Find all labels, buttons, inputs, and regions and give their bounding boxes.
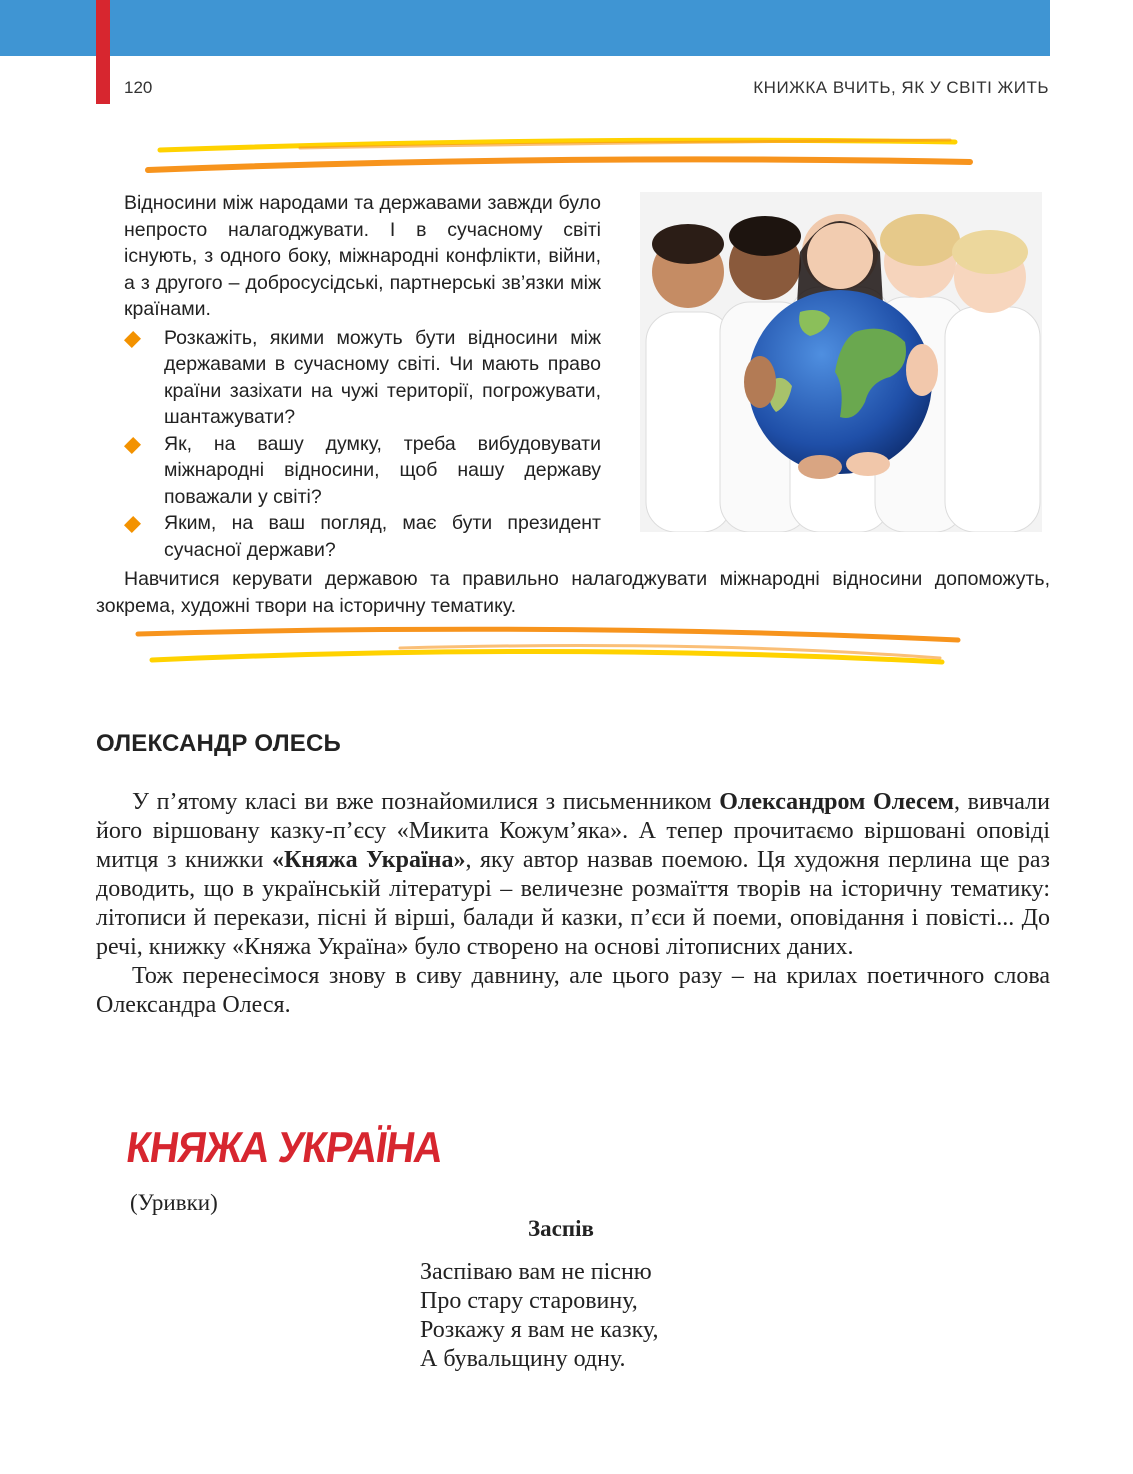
chapter-marker bbox=[96, 0, 110, 104]
poem-line: Про стару старовину, bbox=[420, 1288, 638, 1314]
author-body bbox=[96, 788, 1050, 1020]
question-list bbox=[124, 325, 601, 564]
book-title: «Княжа Україна» bbox=[271, 847, 466, 873]
intro-conclusion: Навчитися керувати державою та правильно налагоджувати міжнародні відносини допоможуть, зокрема, художні твори на історичну тематику. bbox=[96, 568, 1050, 617]
poem-title: КНЯЖА УКРАЇНА bbox=[123, 1124, 446, 1172]
poem-line: Розкажу я вам не казку, bbox=[420, 1317, 659, 1343]
text-run: , яку автор назвав поемою. Ця художня перлина ще раз доводить, що в українській літературі – величезне розмаїття творів на історичну тематику: літописи й перекази, пісні й вірші, балади й казки, п’єси й поеми, оповідання і повісті... До речі, книжку «Княжа Україна» було створено на основі літописних даних. bbox=[96, 847, 1050, 960]
list-item bbox=[124, 431, 601, 511]
question-text: Розкажіть, якими можуть бути відносини між державами в сучасному світі. Чи мають право країни зазіхати на чужі території, погрожувати, шантажувати? bbox=[164, 326, 601, 428]
header-band bbox=[0, 0, 1050, 56]
running-head: КНИЖКА ВЧИТЬ, ЯК У СВІТІ ЖИТЬ bbox=[753, 78, 1049, 97]
diamond-bullet-icon bbox=[124, 330, 141, 347]
intro-paragraph: Відносини між народами та державами завжди було непросто налагоджувати. І в сучасному світі існують, з одного боку, міжнародні конфлікти, війни, а з другого – добросусідські, партнерські зв’язки між країнами. bbox=[124, 192, 601, 320]
author-paragraph: Тож перенесімося знову в сиву давнину, але цього разу – на крилах поетичного слова Олександра Олеся. bbox=[96, 963, 1050, 1018]
excerpts-note: (Уривки) bbox=[130, 1190, 218, 1215]
poem-line: А бувальщину одну. bbox=[420, 1346, 626, 1372]
decorative-swoosh-top bbox=[0, 128, 1133, 188]
section-heading: ОЛЕКСАНДР ОЛЕСЬ bbox=[96, 730, 341, 757]
intro-block bbox=[124, 190, 601, 563]
decorative-swoosh-bottom bbox=[0, 618, 1133, 678]
author-paragraph bbox=[96, 788, 1050, 962]
diamond-bullet-icon bbox=[124, 436, 141, 453]
question-text: Як, на вашу думку, треба вибудовувати міжнародні відносини, щоб нашу державу поважали у світі? bbox=[164, 432, 601, 508]
question-text: Яким, на ваш погляд, має бути президент сучасної держави? bbox=[164, 512, 601, 561]
poem-line: Заспіваю вам не пісню bbox=[420, 1259, 652, 1285]
children-holding-globe-photo bbox=[640, 192, 1042, 532]
page-number: 120 bbox=[124, 78, 153, 97]
stanza-heading: Заспів bbox=[528, 1216, 594, 1241]
author-name: Олександром Олесем bbox=[719, 789, 955, 815]
text-run: , вивчали його віршовану казку-п’єсу «Микита Кожум’яка». А тепер прочитаємо віршовані оповіді митця з книжки bbox=[96, 789, 1050, 873]
text-run: У п’ятому класі ви вже познайомилися з письменником bbox=[132, 789, 720, 815]
list-item bbox=[124, 510, 601, 563]
diamond-bullet-icon bbox=[124, 516, 141, 533]
list-item bbox=[124, 325, 601, 431]
poem-stanza bbox=[420, 1258, 659, 1374]
